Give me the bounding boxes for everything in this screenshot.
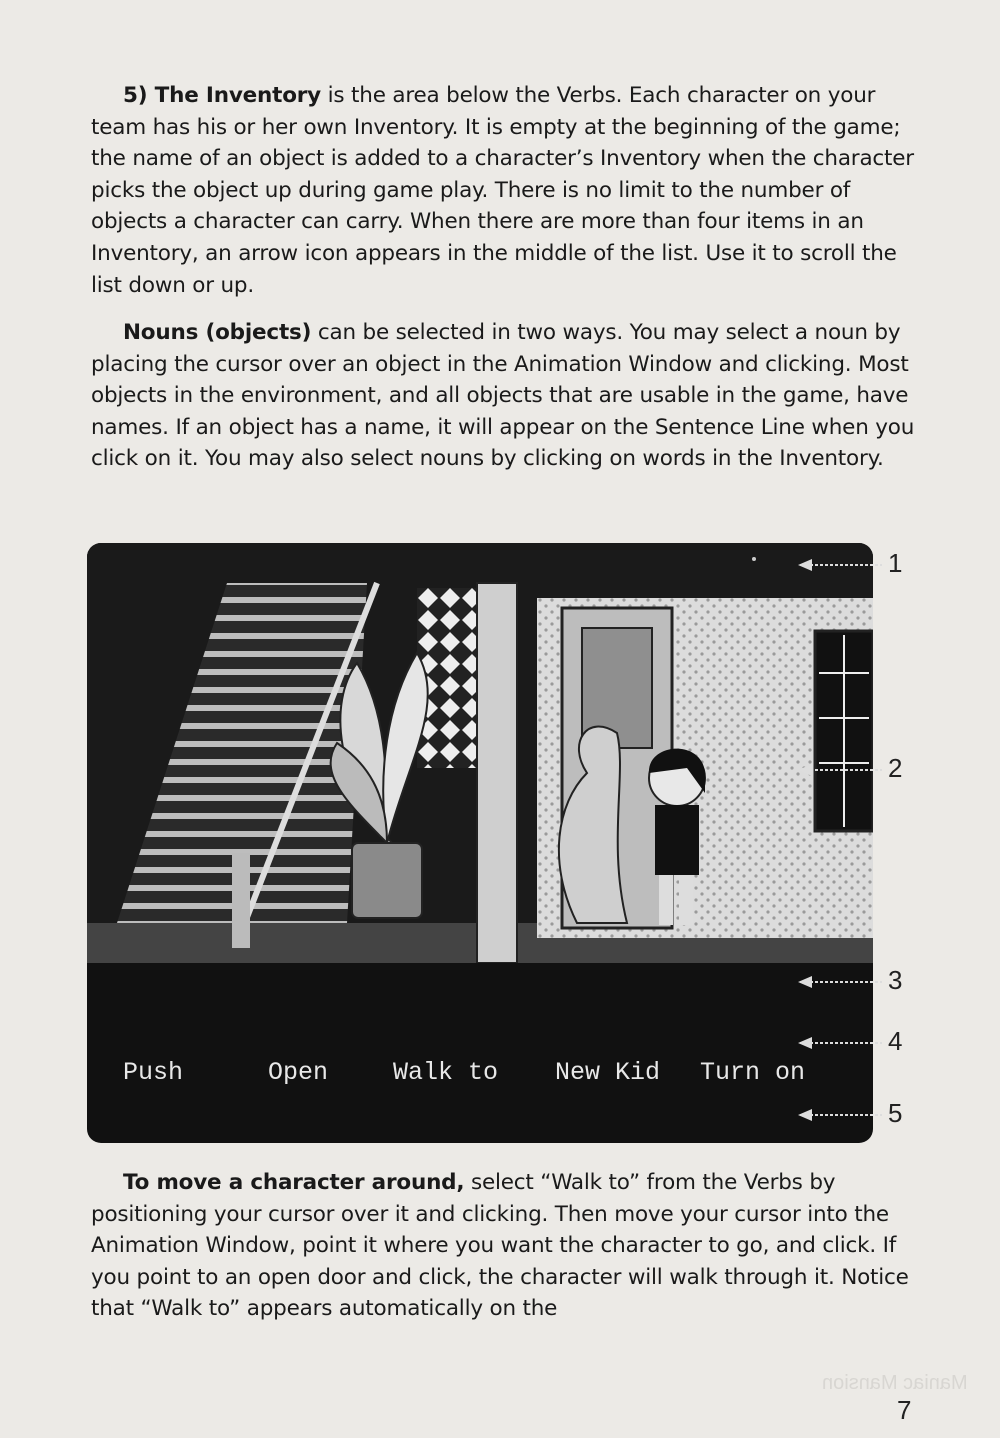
animation-window	[87, 543, 873, 963]
verb-open[interactable]: Open	[268, 1058, 329, 1087]
verb-column-3	[393, 998, 513, 1143]
callout-number: 5	[888, 1098, 903, 1128]
callout-4	[800, 1028, 910, 1058]
page-number: 7	[897, 1395, 912, 1425]
paragraph-nouns-heading: Nouns (objects)	[123, 320, 312, 345]
paragraph-move-heading: To move a character around,	[123, 1170, 465, 1195]
bleed-through-text: Maniac Mansion	[822, 1372, 968, 1394]
pillar	[477, 583, 517, 963]
verb-turn-on[interactable]: Turn on	[700, 1058, 806, 1087]
verb-walk-to[interactable]: Walk to	[393, 1058, 499, 1087]
verb-new-kid[interactable]: New Kid	[555, 1058, 661, 1087]
callout-2	[800, 755, 910, 785]
paragraph-nouns-text: can be selected in two ways. You may select a noun by placing the cursor over an object in the Animation Window and clicking. Most objects in the environment, and all objects that are usable in the game, have names. If an object has a name, it will appear on the Sentence Line when you click on it. You may also select nouns by clicking on words in the Inventory.	[91, 320, 915, 472]
verb-column-4	[555, 998, 675, 1143]
callout-number: 3	[888, 965, 903, 995]
game-screenshot	[87, 543, 873, 1143]
verb-column-2	[268, 998, 388, 1143]
verb-column-1	[123, 998, 243, 1143]
cursor-dot	[752, 557, 756, 561]
callout-number: 1	[888, 548, 903, 578]
callout-3	[800, 967, 910, 997]
callout-number: 2	[888, 753, 903, 783]
paragraph-nouns	[91, 317, 921, 475]
verb-push[interactable]: Push	[123, 1058, 184, 1087]
paragraph-inventory-heading: 5) The Inventory	[123, 83, 321, 108]
paragraph-inventory-text: is the area below the Verbs. Each character on your team has his or her own Inventory. It is empty at the beginning of the game; the name of an object is added to a character’s Inventory when the character picks the object up during game play. There is no limit to the number of objects a character can carry. When there are more than four items in an Inventory, an arrow icon appears in the middle of the list. Use it to scroll the list down or up.	[91, 83, 914, 298]
callout-1	[800, 550, 910, 580]
paragraph-inventory	[91, 80, 921, 301]
callout-number: 4	[888, 1026, 903, 1056]
hallway-window[interactable]	[815, 631, 873, 831]
paragraph-move-text: select “Walk to” from the Verbs by positioning your cursor over it and clicking. Then move your cursor into the Animation Window, point it where you want the character to go, and click. If you point to an open door and click, the character will walk through it. Notice that “Walk to” appears automatically on the	[91, 1170, 909, 1322]
paragraph-move-character	[91, 1167, 921, 1325]
callout-5	[800, 1100, 910, 1130]
